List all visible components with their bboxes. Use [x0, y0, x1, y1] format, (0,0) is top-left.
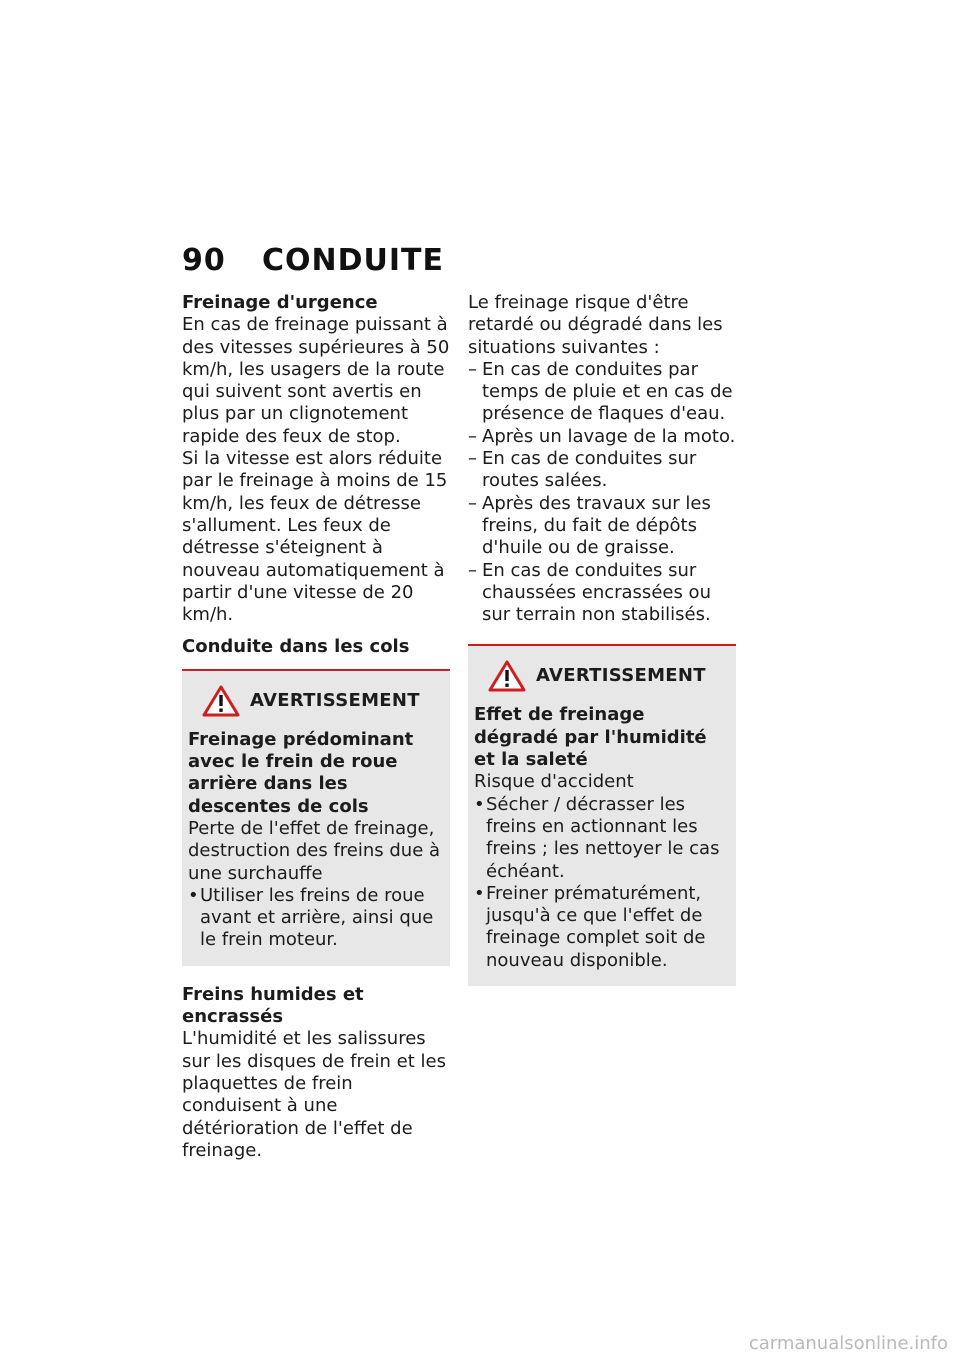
left-column [182, 292, 450, 1162]
warning-label: AVERTISSEMENT [536, 665, 706, 687]
warning-box-right [468, 644, 736, 986]
heading-emergency-braking: Freinage d'urgence [182, 292, 378, 313]
paragraph-emergency-1: En cas de freinage puissant à des vitesses supérieures à 50 km/h, les usagers de la route qui suivent sont avertis en plus par un clignotement rapide des feux de stop. [182, 314, 450, 447]
list-item: – Après des travaux sur les freins, du fait de dépôts d'huile ou de graisse. [468, 492, 711, 559]
warning-header [488, 660, 730, 692]
list-item: – Après un lavage de la moto. [468, 425, 736, 447]
warning-triangle-icon [488, 660, 526, 692]
warning-bullet: •Sécher / décrasser les freins en actionnant les freins ; les nettoyer le cas échéant. [474, 793, 720, 882]
heading-wet-brakes: Freins humides et encrassés [182, 983, 364, 1028]
warning-title: Freinage prédominant avec le frein de roue arrière dans les descentes de cols [188, 728, 414, 817]
warning-title: Effet de freinage dégradé par l'humidité et la saleté [474, 704, 707, 771]
paragraph-intro: Le freinage risque d'être retardé ou dégradé dans les situations suivantes : [468, 292, 723, 358]
warning-triangle-icon [202, 685, 240, 717]
section-title: CONDUITE [262, 243, 445, 278]
warning-bullet: •Freiner prématurément, jusqu'à ce que l'effet de freinage complet soit de nouveau disponible. [474, 882, 706, 971]
watermark: carmanualsonline.info [748, 1333, 948, 1354]
paragraph-wet-brakes: L'humidité et les salissures sur les disques de frein et les plaquettes de frein conduisent à une détérioration de l'effet de freinage. [182, 1028, 446, 1161]
list-item: – En cas de conduites sur routes salées. [468, 448, 697, 492]
warning-label: AVERTISSEMENT [250, 689, 420, 711]
warning-bullet: •Utiliser les freins de roue avant et arrière, ainsi que le frein moteur. [188, 884, 434, 951]
right-column [468, 292, 736, 986]
warning-text: Perte de l'effet de freinage, destruction des freins due à une surchauffe [188, 817, 441, 884]
list-item: – En cas de conduites sur chaussées encrassées ou sur terrain non stabilisés. [468, 559, 711, 626]
warning-header [202, 685, 444, 717]
page-header [182, 243, 444, 278]
page-number: 90 [182, 243, 226, 278]
list-item: – En cas de conduites par temps de pluie et en cas de présence de flaques d'eau. [468, 358, 733, 425]
paragraph-emergency-2: Si la vitesse est alors réduite par le freinage à moins de 15 km/h, les feux de détresse s'allument. Les feux de détresse s'éteignent à nouveau automatiquement à partir d'une vitesse de 20 km/h. [182, 448, 448, 626]
heading-pass-driving: Conduite dans les cols [182, 636, 450, 670]
warning-text: Risque d'accident [474, 771, 634, 793]
warning-box-left [182, 671, 450, 966]
